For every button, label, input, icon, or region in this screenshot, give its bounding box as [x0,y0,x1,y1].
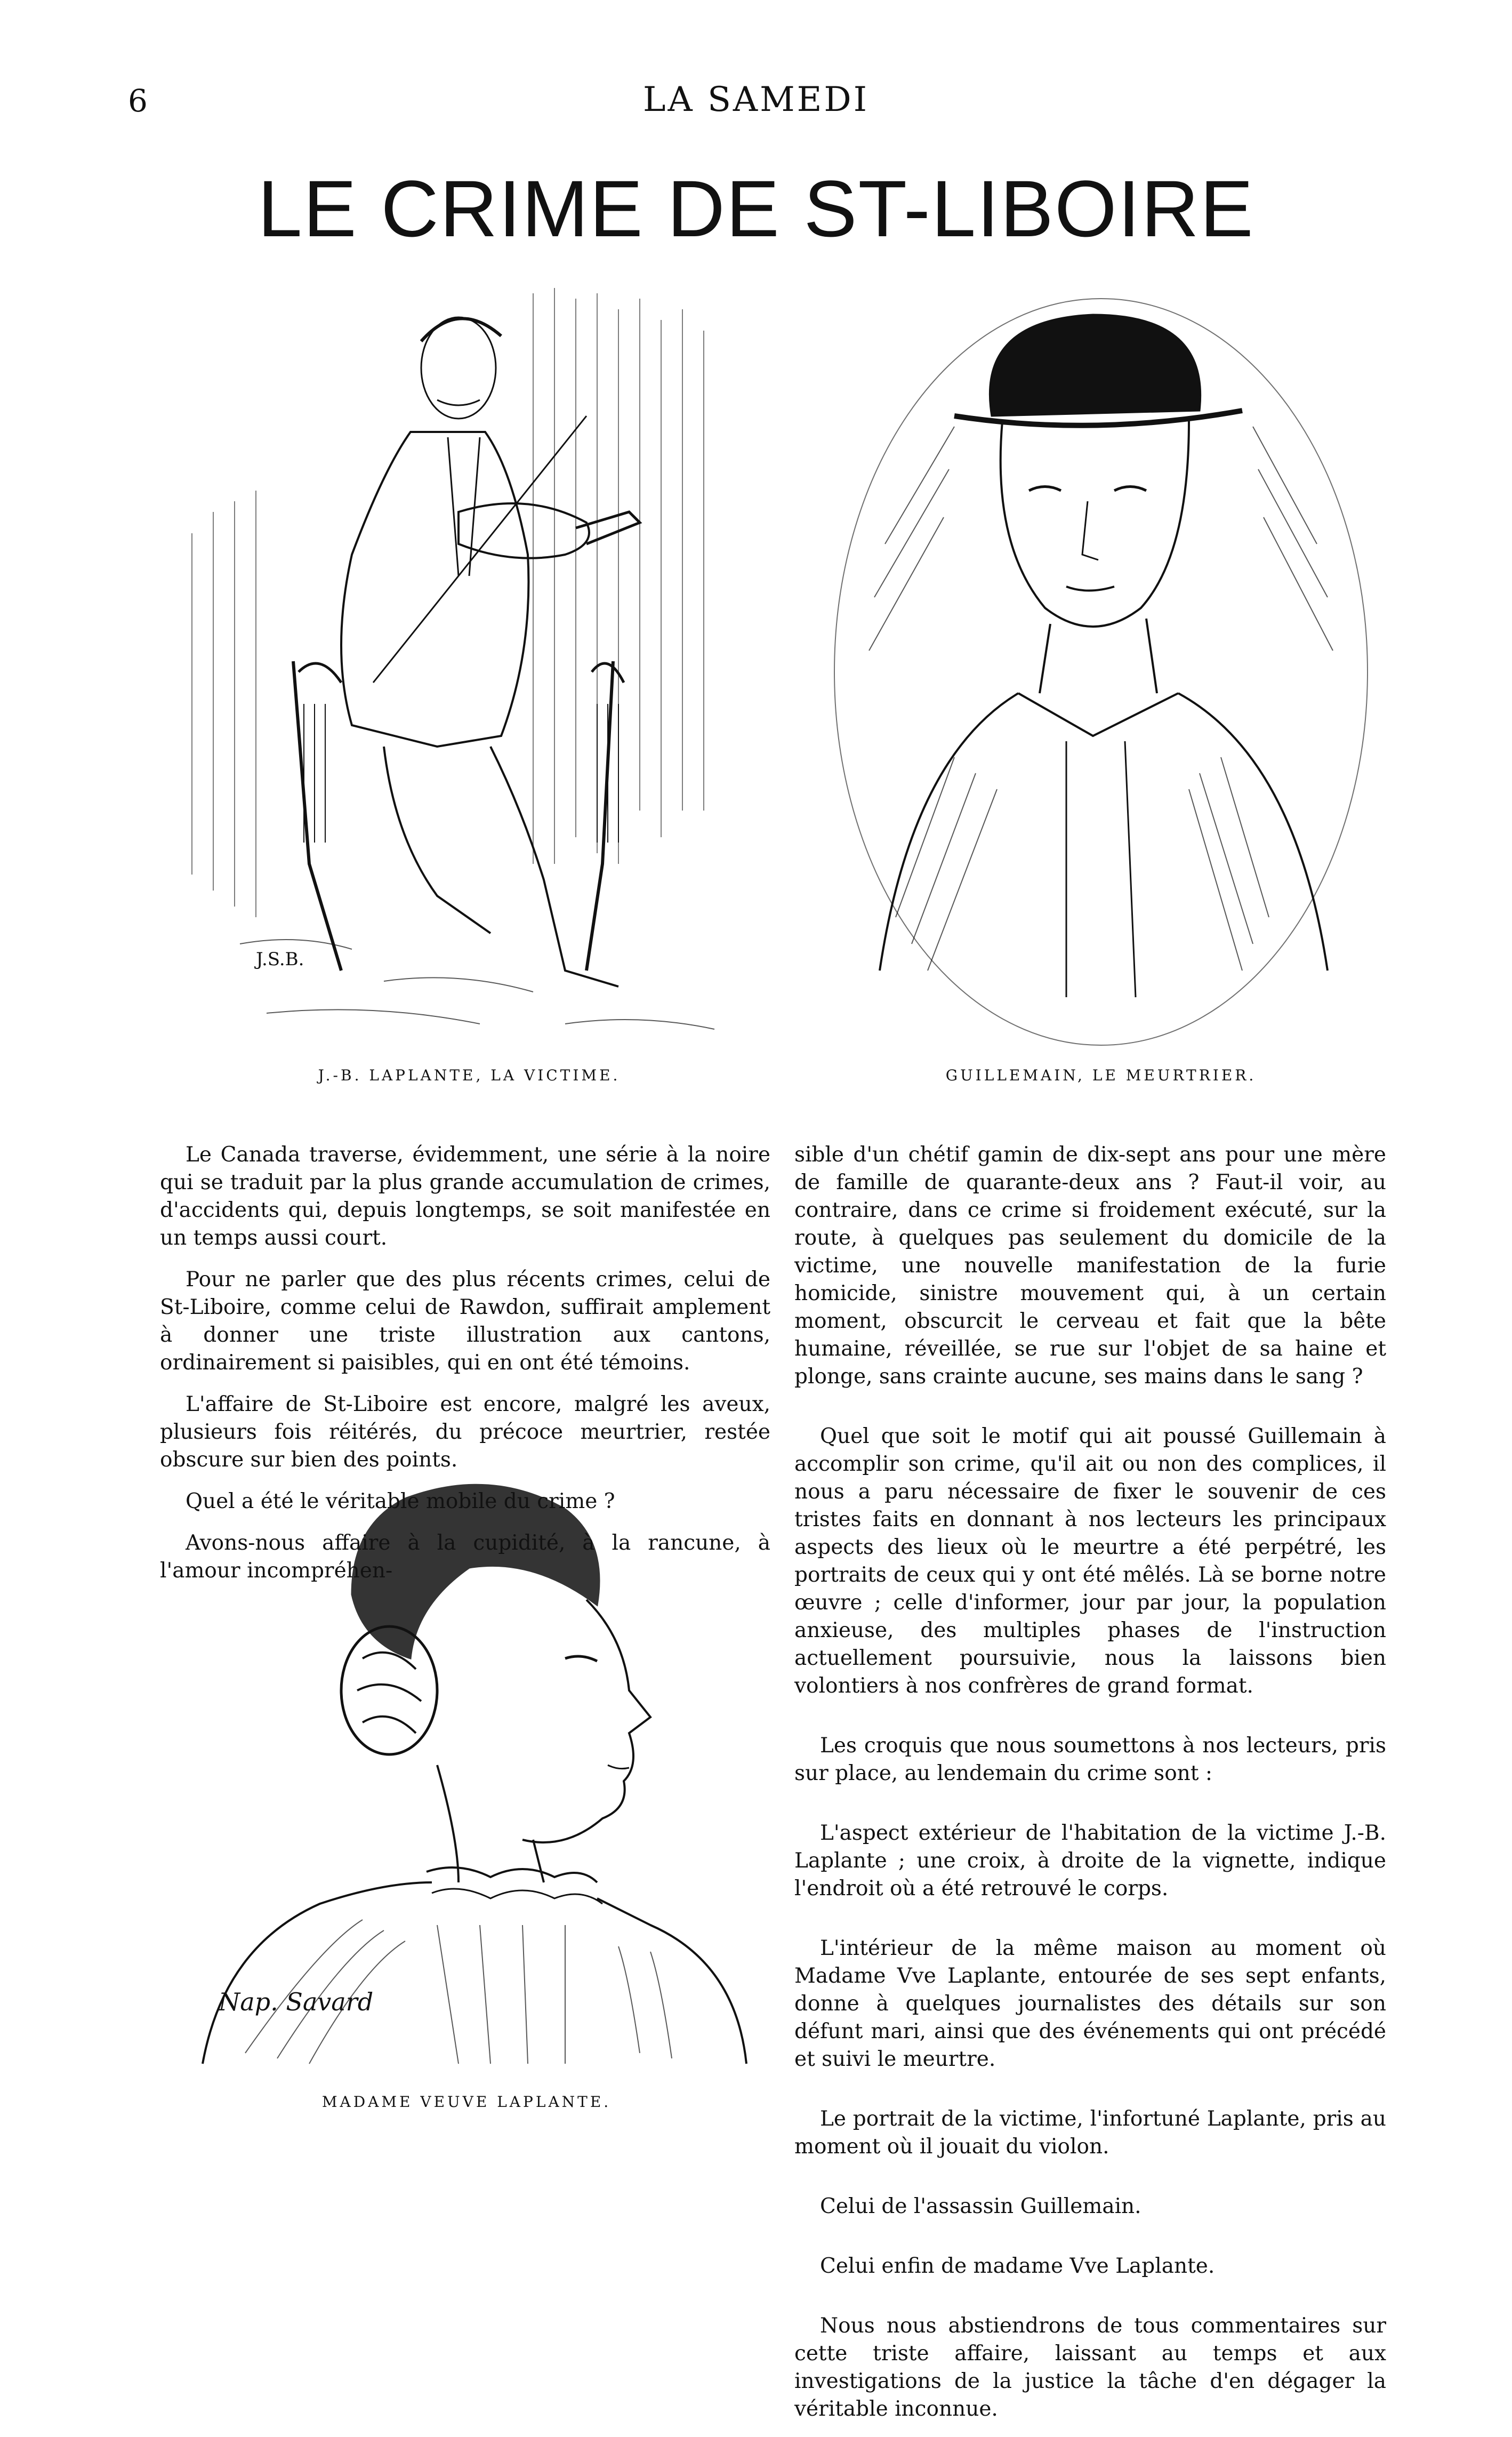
right-paragraph-3: Les croquis que nous soumettons à nos lecteurs, pris sur place, au lendemain du crime sont : [794,1734,1386,1785]
right-column [794,1141,1386,2437]
right-paragraph-9: Nous nous abstiendrons de tous commentaires sur cette triste affaire, laissant au temps et aux investigations de la justice la tâche d'en dégager la véritable inconnue. [794,2314,1386,2421]
portrait-sketch [816,277,1386,1056]
page-number: 6 [128,83,148,119]
left-column [160,1141,770,1599]
left-paragraph-5: Avons-nous affaire à la cupidité, à la rancune, à l'amour incompréhen- [160,1531,770,1583]
left-paragraph-4: Quel a été le véritable mobile du crime ? [186,1489,615,1513]
right-paragraph-8: Celui enfin de madame Vve Laplante. [820,2254,1215,2278]
violinist-illustration [160,277,778,1051]
caption-widow: MADAME VEUVE LAPLANTE. [321,2093,612,2111]
left-paragraph-2: Pour ne parler que des plus récents crimes, celui de St-Liboire, comme celui de Rawdon, suffirait amplement à donner une triste illustration aux cantons, ordinairement si paisibles, qui en ont été témoins. [160,1268,770,1375]
left-paragraph-1: Le Canada traverse, évidemment, une série à la noire qui se traduit par la plus grande accumulation de crimes, d'accidents qui, depuis longtemps, se soit manifestée en un temps aussi court. [160,1143,770,1250]
violinist-sketch [160,277,778,1051]
right-paragraph-2: Quel que soit le motif qui ait poussé Guillemain à accomplir son crime, qu'il ait ou non des complices, il nous a paru nécessaire de fixer le souvenir de ces tristes faits en donnant à nos lecteurs les principaux aspects des lieux où le meurtre a été perpétré, les portraits de ceux qui y ont été mêlés. Là se borne notre œuvre ; celle d'informer, jour par jour, la population anxieuse, des multiples phases de l'instruction actuellement poursuivie, nous la laissons bien volontiers à nos confrères de grand format. [794,1424,1386,1698]
caption-victim: J.-B. LAPLANTE, LA VICTIME. [318,1067,621,1084]
right-paragraph-5: L'intérieur de la même maison au moment où Madame Vve Laplante, entourée de ses sept enfants, donne à quelques journalistes des détails sur son défunt mari, ainsi que des événements qui ont précédé et suivi le meurtre. [794,1936,1386,2071]
right-paragraph-7: Celui de l'assassin Guillemain. [820,2194,1141,2218]
right-paragraph-1: sible d'un chétif gamin de dix-sept ans pour une mère de famille de quarante-deux ans ? Faut-il voir, au contraire, dans ce crime si froidement exécuté, sur la route, à quelques pas seulement du domicile de la victime, une nouvelle manifestation de la furie homicide, sinistre mouvement qui, à un certain moment, obscurcit le cerveau et fait que la bête humaine, réveillée, se rue sur l'objet de sa haine et plonge, sans crainte aucune, ses mains dans le sang ? [794,1143,1386,1389]
widow-artist-signature: Nap. Savard [219,1987,374,2016]
portrait-illustration [816,277,1386,1056]
left-paragraph-3: L'affaire de St-Liboire est encore, malgré les aveux, plusieurs fois réitérés, du précoce meurtrier, restée obscure sur bien des points. [160,1392,770,1472]
article-title: LE CRIME DE ST-LIBOIRE [258,164,1254,253]
victim-artist-signature: J.S.B. [256,949,304,970]
caption-murderer: GUILLEMAIN, LE MEURTRIER. [945,1067,1257,1084]
publication-name: LA SAMEDI [643,80,869,119]
right-paragraph-4: L'aspect extérieur de l'habitation de la victime J.-B. Laplante ; une croix, à droite de la vignette, indique l'endroit où a été retrouvé le corps. [794,1821,1386,1901]
right-paragraph-6: Le portrait de la victime, l'infortuné Laplante, pris au moment où il jouait du violon. [794,2107,1386,2159]
